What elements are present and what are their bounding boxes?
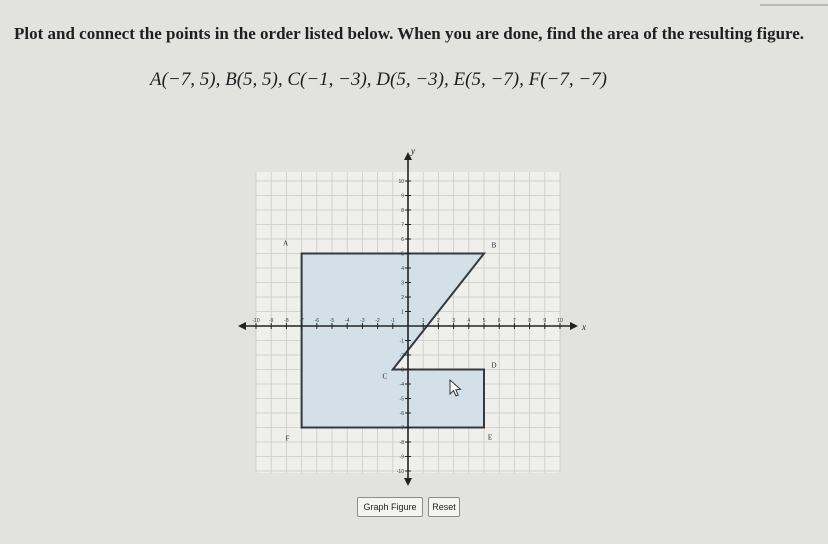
instruction-text: Plot and connect the points in the order listed below. When you are done, find the area of the resulting figure.	[14, 24, 805, 43]
x-tick-label: 3	[452, 318, 455, 324]
x-tick-label: -5	[329, 318, 335, 324]
y-tick-label: -7	[399, 425, 404, 432]
x-tick-label: 7	[513, 318, 516, 324]
x-tick-label: -10	[252, 318, 260, 324]
y-axis-label: y	[411, 146, 415, 156]
y-tick-label: 6	[401, 237, 404, 243]
y-tick-label: 1	[401, 309, 404, 316]
x-tick-label: -4	[344, 318, 350, 324]
x-tick-label: -8	[284, 318, 289, 324]
y-tick-label: -4	[399, 382, 404, 388]
y-tick-label: 7	[401, 222, 404, 229]
y-tick-label: -1	[399, 338, 404, 345]
points-list: A(−7, 5), B(5, 5), C(−1, −3), D(5, −3), E(5, −7), F(−7, −7)	[150, 69, 607, 90]
x-tick-label: 5	[482, 318, 486, 324]
y-tick-label: -9	[399, 454, 404, 461]
point-label-e: E	[487, 433, 493, 442]
point-label-f: F	[285, 434, 290, 443]
y-tick-label: -6	[399, 411, 404, 417]
y-tick-label: 2	[401, 295, 404, 301]
x-tick-label: -1	[390, 318, 396, 324]
y-tick-label: 9	[401, 193, 404, 200]
point-label-a: A	[283, 239, 289, 248]
x-tick-label: -2	[375, 318, 380, 324]
x-tick-label: 4	[467, 318, 471, 324]
y-tick-label: 8	[401, 208, 404, 214]
x-tick-label: 1	[421, 318, 425, 324]
point-label-c: C	[382, 372, 388, 381]
x-tick-label: -6	[314, 318, 320, 324]
y-tick-label: 3	[401, 280, 404, 287]
x-tick-label: 2	[437, 318, 440, 324]
x-tick-label: -3	[360, 318, 365, 324]
y-tick-label: -8	[399, 440, 404, 446]
x-axis-left-arrow	[238, 322, 246, 330]
x-axis-label: x	[582, 322, 586, 332]
y-tick-label: -3	[399, 367, 404, 374]
graph-figure-button[interactable]: Graph Figure	[357, 497, 423, 517]
x-tick-label: 9	[543, 318, 547, 324]
point-label-b: B	[491, 241, 497, 250]
y-tick-label: 10	[398, 179, 404, 185]
y-tick-label: -5	[399, 396, 404, 403]
x-tick-label: 8	[528, 318, 531, 324]
y-tick-label: -10	[396, 469, 404, 475]
x-tick-label: 10	[557, 318, 563, 324]
point-label-d: D	[491, 361, 497, 370]
y-axis-down-arrow	[404, 478, 412, 486]
y-tick-label: -2	[399, 353, 404, 359]
y-tick-label: 5	[401, 251, 404, 258]
reset-button[interactable]: Reset	[428, 497, 460, 517]
x-tick-label: 6	[497, 318, 501, 324]
x-axis-right-arrow	[570, 322, 578, 330]
x-tick-label: -9	[268, 318, 274, 324]
x-tick-label: -7	[299, 318, 304, 324]
y-tick-label: 4	[401, 266, 404, 272]
